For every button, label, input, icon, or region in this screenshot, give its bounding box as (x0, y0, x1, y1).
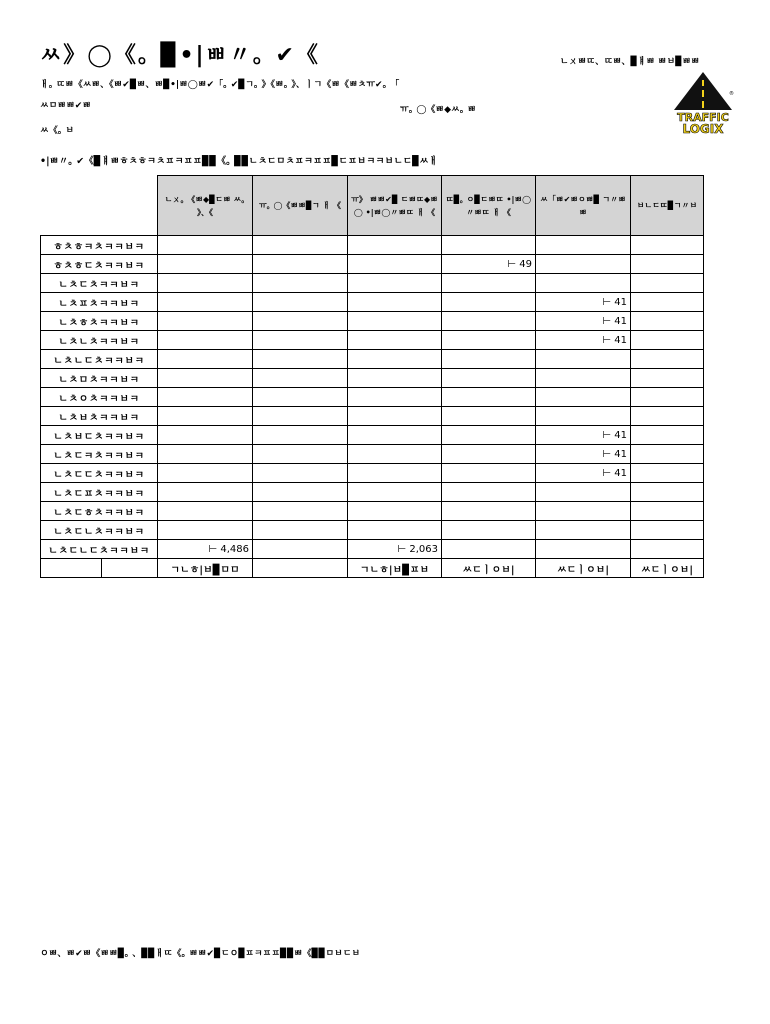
table-cell (536, 502, 631, 521)
row-label: ㄴㅊㄷㄴㅊㅋㅋㅂㅋ (41, 521, 158, 540)
report-range-line: •|ㅃ〃｡ ✔《▉ㅒㅃㅎㅊㅎㅋㅊㅍㅋㅍㅍ▉▉《｡ ▉▉ㄴㅊㄷㅁㅊㅍㅋㅍㅍ▉ㄷㅍㅂㅋㅋㅂㄴㄷ▉ㅆㅐ (40, 156, 438, 167)
table-row (41, 236, 704, 255)
table-cell: ⊢ 41 (536, 312, 631, 331)
table-cell (536, 388, 631, 407)
table-cell (253, 274, 348, 293)
table-cell (536, 369, 631, 388)
table-cell (348, 274, 442, 293)
table-cell (631, 312, 704, 331)
table-cell (631, 331, 704, 350)
total-cell: ㅆㄷㅣㅇㅂ| (536, 559, 631, 578)
row-label: ㄴㅊㄷㅎㅊㅋㅋㅂㅋ (41, 502, 158, 521)
row-label: ㄴㅊㄴㅊㅋㅋㅂㅋ (41, 331, 158, 350)
column-header: ㄸ▉｡ ㅇ▉ㄷㅃㄸ •|ㅃ◯〃ㅃㄸ ㅐ 《 (442, 176, 536, 236)
row-label: ㄴㅊㄷㅍㅊㅋㅋㅂㅋ (41, 483, 158, 502)
table-cell (631, 521, 704, 540)
table-cell (348, 312, 442, 331)
column-header: ㅆ「ㅃ✔ㅃㅇㅃ▉ ㄱ〃ㅃㅃ (536, 176, 631, 236)
row-label: ㄴㅊㄴㄷㅊㅋㅋㅂㅋ (41, 350, 158, 369)
table-cell (631, 255, 704, 274)
table-cell (158, 388, 253, 407)
table-totals-row (41, 559, 704, 578)
table-cell (253, 331, 348, 350)
table-cell (348, 483, 442, 502)
column-header: ㅠ》 ㅃㅃ✔▉ ㄷㅃㄸ◆ㅃ◯ •|ㅃ◯〃ㅃㄸ ㅐ 《 (348, 176, 442, 236)
table-cell (348, 502, 442, 521)
table-cell (536, 521, 631, 540)
table-cell (348, 521, 442, 540)
table-cell (536, 255, 631, 274)
logo-top-text: TRAFFIC (677, 111, 729, 124)
row-label: ㅎㅊㅎㅋㅊㅋㅋㅂㅋ (41, 236, 158, 255)
table-cell (631, 464, 704, 483)
row-label: ㄴㅊㅎㅊㅋㅋㅂㅋ (41, 312, 158, 331)
table-cell (442, 331, 536, 350)
table-cell (348, 407, 442, 426)
table-cell (253, 388, 348, 407)
table-row (41, 388, 704, 407)
table-cell (631, 483, 704, 502)
logo-registered-mark: ® (729, 91, 734, 97)
table-cell (348, 426, 442, 445)
table-cell (631, 445, 704, 464)
table-cell (253, 445, 348, 464)
table-cell (536, 407, 631, 426)
table-cell (348, 236, 442, 255)
row-label: ㄴㅊㅂㅊㅋㅋㅂㅋ (41, 407, 158, 426)
table-cell (158, 521, 253, 540)
table-cell (253, 426, 348, 445)
table-cell (442, 540, 536, 559)
table-cell (442, 483, 536, 502)
table-cell: ⊢ 41 (536, 426, 631, 445)
row-label: ㄴㅊㅍㅊㅋㅋㅂㅋ (41, 293, 158, 312)
table-cell (253, 502, 348, 521)
column-header: ㄴㄨ｡ 《ㅃ◆▉ㄷㅃ ㅆ｡ 》、《 (158, 176, 253, 236)
row-label: ㄴㅊㄷㄴㄷㅊㅋㅋㅂㅋ (41, 540, 158, 559)
row-label: ㄴㅊㄷㄷㅊㅋㅋㅂㅋ (41, 464, 158, 483)
table-row (41, 369, 704, 388)
table-cell (442, 502, 536, 521)
table-cell (536, 274, 631, 293)
table-cell (536, 236, 631, 255)
table-cell (158, 426, 253, 445)
total-cell: ㄱㄴㅎ|ㅂ▉ㅍㅂ (348, 559, 442, 578)
table-row (41, 502, 704, 521)
table-cell (442, 521, 536, 540)
table-cell: ⊢ 4,486 (158, 540, 253, 559)
table-cell (631, 426, 704, 445)
table-cell (442, 350, 536, 369)
row-label: ㅎㅊㅎㄷㅊㅋㅋㅂㅋ (41, 255, 158, 274)
table-cell (158, 445, 253, 464)
info-line-2-right: ㅠ｡ ◯《ㅃ◆ㅆ｡ ㅃ (400, 105, 477, 115)
table-cell (253, 350, 348, 369)
table-cell: ⊢ 49 (442, 255, 536, 274)
table-cell (158, 369, 253, 388)
table-cell (442, 388, 536, 407)
table-cell (442, 407, 536, 426)
table-cell (536, 483, 631, 502)
logo-bottom-text: LOGIX (682, 122, 724, 136)
table-cell (442, 274, 536, 293)
table-row (41, 521, 704, 540)
table-row (41, 540, 704, 559)
table-cell: ⊢ 41 (536, 464, 631, 483)
table-cell (253, 483, 348, 502)
total-cell: ㄱㄴㅎ|ㅂ▉ㅁㅁ (158, 559, 253, 578)
table-cell (253, 293, 348, 312)
table-cell (253, 464, 348, 483)
table-row (41, 274, 704, 293)
table-cell (442, 293, 536, 312)
table-cell (348, 255, 442, 274)
table-cell (253, 540, 348, 559)
table-cell: ⊢ 2,063 (348, 540, 442, 559)
page-title: ㅆ》◯《｡ ▉•|ㅃ〃｡ ✔《 (40, 43, 320, 68)
table-cell (442, 426, 536, 445)
table-row (41, 255, 704, 274)
table-cell (158, 274, 253, 293)
table-cell (631, 274, 704, 293)
table-cell (348, 350, 442, 369)
row-label: ㄴㅊㅂㄷㅊㅋㅋㅂㅋ (41, 426, 158, 445)
table-cell (442, 312, 536, 331)
table-cell (158, 407, 253, 426)
column-header: ㅠ｡ ◯《ㅃㅃ▉ㄱ ㅐ 《 (253, 176, 348, 236)
info-line-3: ㅆ《｡ ㅂ (40, 126, 75, 136)
table-cell (158, 350, 253, 369)
table-cell (253, 369, 348, 388)
report-table (40, 175, 704, 578)
table-cell (348, 331, 442, 350)
header-blank-cell (41, 176, 158, 236)
table-cell (536, 540, 631, 559)
table-cell (158, 312, 253, 331)
table-cell (253, 255, 348, 274)
table-row (41, 293, 704, 312)
table-cell (348, 445, 442, 464)
table-cell (442, 445, 536, 464)
table-header-row (41, 176, 704, 236)
header-right-text: ㄴㄨㅃㄸ、ㄸㅃ、▉ㅒㅃ ㅃㅂ▉ㅃㅃ (560, 57, 700, 67)
table-cell (631, 350, 704, 369)
table-cell (158, 483, 253, 502)
table-cell (253, 521, 348, 540)
table-cell (536, 350, 631, 369)
table-row (41, 426, 704, 445)
table-cell (442, 369, 536, 388)
table-row (41, 312, 704, 331)
row-label: ㄴㅊㅁㅊㅋㅋㅂㅋ (41, 369, 158, 388)
table-cell (442, 464, 536, 483)
total-cell: ㅆㄷㅣㅇㅂ| (442, 559, 536, 578)
table-cell: ⊢ 41 (536, 331, 631, 350)
table-cell (631, 369, 704, 388)
table-cell (253, 407, 348, 426)
table-cell (442, 236, 536, 255)
table-cell (631, 236, 704, 255)
table-cell (631, 502, 704, 521)
table-cell: ⊢ 41 (536, 445, 631, 464)
row-label: ㄴㅊㅇㅊㅋㅋㅂㅋ (41, 388, 158, 407)
table-cell (158, 464, 253, 483)
info-line-1: ㅐ｡ ㄸㅃ《ㅆㅃ、《ㅃ✔▉ㅃ、ㅃ▉•|ㅃ◯ㅃ✔「｡ ✔▉ㄱ｡ 》《ㅃ｡ 》、ㅣㄱ《ㅃ《ㅃㅊㅠ✔｡ 「 (40, 80, 400, 90)
totals-blank-cell (41, 559, 102, 578)
table-cell (348, 388, 442, 407)
row-label: ㄴㅊㄷㅊㅋㅋㅂㅋ (41, 274, 158, 293)
table-cell (253, 312, 348, 331)
info-line-2-left: ㅆㅁㅃㅃ✔ㅃ (40, 101, 92, 111)
table-row (41, 350, 704, 369)
table-cell (158, 331, 253, 350)
total-cell (253, 559, 348, 578)
table-row (41, 464, 704, 483)
column-header: ㅂㄴㄷㄸ▉ㄱ〃ㅂ (631, 176, 704, 236)
table-cell (253, 236, 348, 255)
table-cell (631, 540, 704, 559)
traffic-logix-logo (672, 70, 734, 136)
table-cell (631, 407, 704, 426)
row-label: ㄴㅊㄷㅋㅊㅋㅋㅂㅋ (41, 445, 158, 464)
table-row (41, 331, 704, 350)
table-cell (158, 236, 253, 255)
table-cell (348, 464, 442, 483)
table-cell (158, 502, 253, 521)
totals-blank-cell (102, 559, 158, 578)
total-cell: ㅆㄷㅣㅇㅂ| (631, 559, 704, 578)
table-cell: ⊢ 41 (536, 293, 631, 312)
table-cell (631, 388, 704, 407)
table-cell (158, 293, 253, 312)
table-row (41, 407, 704, 426)
page-footer: ㅇㅃ、ㅃ✔ㅃ《ㅃㅃ▉｡ 、▉▉ㅐㄸ《｡ ㅃㅃ✔▉ㄷㅇ▉ㅍㅋㅍㅍ▉▉ㅃ《▉▉ㅁㅂㄷㅂ (40, 949, 361, 959)
table-row (41, 445, 704, 464)
table-cell (158, 255, 253, 274)
table-cell (631, 293, 704, 312)
table-cell (348, 293, 442, 312)
table-cell (348, 369, 442, 388)
table-row (41, 483, 704, 502)
